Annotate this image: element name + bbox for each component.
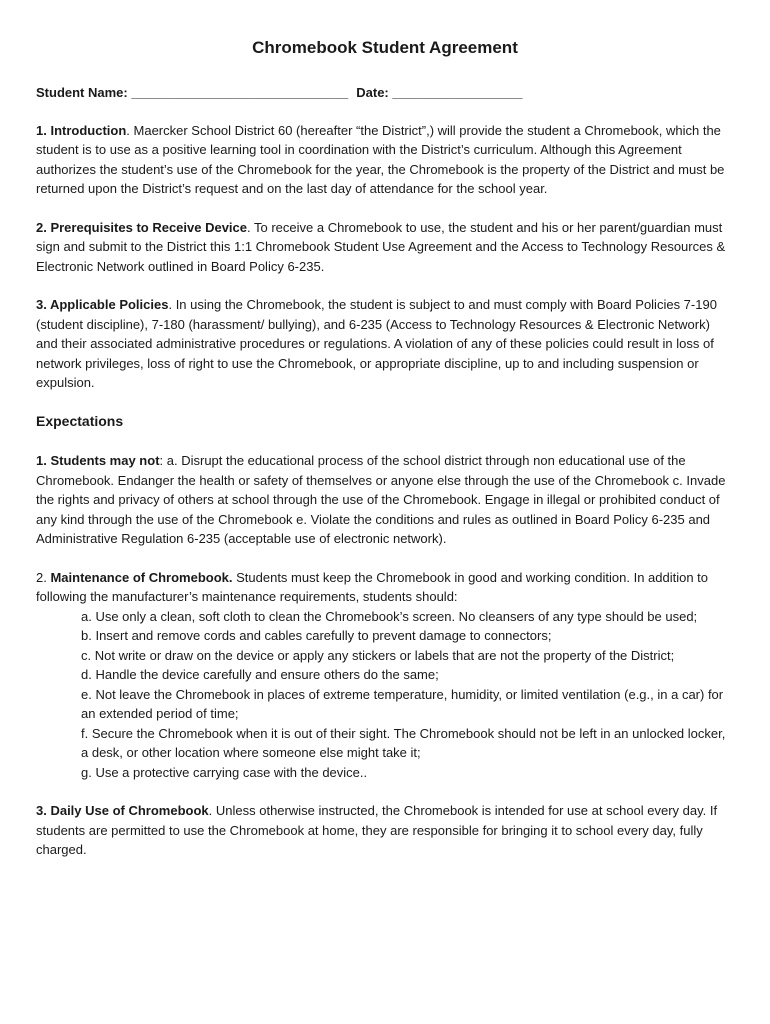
list-item: g. Use a protective carrying case with the device.. — [81, 764, 368, 780]
list-item: c. Not write or draw on the device or apply any stickers or labels that are not the property of the District; — [81, 647, 675, 663]
daily-use-heading: 3. Daily Use of Chromebook — [36, 803, 209, 818]
prereq-text: . To receive a Chromebook to use, the student and his or her parent/guardian must sign and submit to the District this 1:1 Chromebook Student Use Agreement and the Access to Technology Resources & Electronic Network outlined in Board Policy 6-235. — [36, 219, 726, 274]
policies-paragraph — [36, 295, 734, 393]
may-not-heading: 1. Students may not — [36, 453, 160, 468]
list-item: f. Secure the Chromebook when it is out of their sight. The Chromebook should not be left in an unlocked locker, a desk, or other location where someone else might take it; — [81, 725, 726, 760]
list-item: d. Handle the device carefully and ensure others do the same; — [81, 667, 439, 682]
daily-use-text: . Unless otherwise instructed, the Chromebook is intended for use at school every day. If students are permitted to use the Chromebook at home, they are responsible for bringing it to school every day, fully charged. — [36, 803, 718, 857]
maintenance-section — [36, 568, 734, 783]
policies-text: . In using the Chromebook, the student is subject to and must comply with Board Policies 7-190 (student discipline), 7-180 (harassment/ bullying), and 6-235 (Access to Technology Resources & Electronic Network) and their associated administrative procedures or regulations. A violation of any of these policies could result in loss of network privileges, loss of right to use the Chromebook, or appropriate discipline, up to and including suspension or expulsion. — [36, 297, 717, 390]
list-item: a. Use only a clean, soft cloth to clean the Chromebook’s screen. No cleansers of any type should be used; — [81, 608, 698, 624]
page-title: Chromebook Student Agreement — [252, 38, 518, 57]
maintenance-heading: Maintenance of Chromebook. — [50, 569, 233, 585]
may-not-paragraph — [36, 451, 734, 549]
prereq-heading: 2. Prerequisites to Receive Device — [36, 219, 248, 235]
maintenance-text: Students must keep the Chromebook in good and working condition. In addition to following the manufacturer’s maintenance requirements, students should: — [36, 569, 709, 604]
date-field: Date: __________________ — [356, 85, 523, 100]
maintenance-prefix: 2. — [36, 569, 51, 585]
list-item: e. Not leave the Chromebook in places of extreme temperature, humidity, or limited ventilation (e.g., in a car) for an extended period of time; — [81, 686, 724, 721]
intro-paragraph — [36, 121, 734, 199]
maintenance-intro — [36, 568, 734, 607]
form-fields — [36, 83, 734, 103]
list-item: b. Insert and remove cords and cables carefully to prevent damage to connectors; — [81, 628, 552, 643]
expectations-heading: Expectations — [36, 412, 124, 429]
prereq-paragraph — [36, 218, 734, 277]
student-name-field: Student Name: ______________________________ — [36, 85, 349, 100]
daily-use-paragraph — [36, 801, 734, 860]
intro-heading: 1. Introduction — [36, 122, 127, 138]
may-not-text: : a. Disrupt the educational process of the school district through non educational use of the Chromebook. Endanger the health or safety of themselves or anyone else through the use of the Chromebook c. Invade the rights and privacy of others at school through the use of the Chromebook. Engage in illegal or prohibited conduct of any kind through the use of the Chromebook e. Violate the conditions and rules as outlined in Board Policy 6-235 and Administrative Regulation 6-235 (acceptable use of electronic network). — [36, 453, 726, 546]
policies-heading: 3. Applicable Policies — [36, 297, 169, 312]
intro-text: . Maercker School District 60 (hereafter “the District”,) will provide the student a Chromebook, which the student is to use as a positive learning tool in coordination with the District’s curriculum. Although this Agreement authorizes the student’s use of the Chromebook for the year, the Chromebook is the property of the District and must be returned upon the District’s request and on the last day of attendance for the school year. — [36, 122, 725, 196]
